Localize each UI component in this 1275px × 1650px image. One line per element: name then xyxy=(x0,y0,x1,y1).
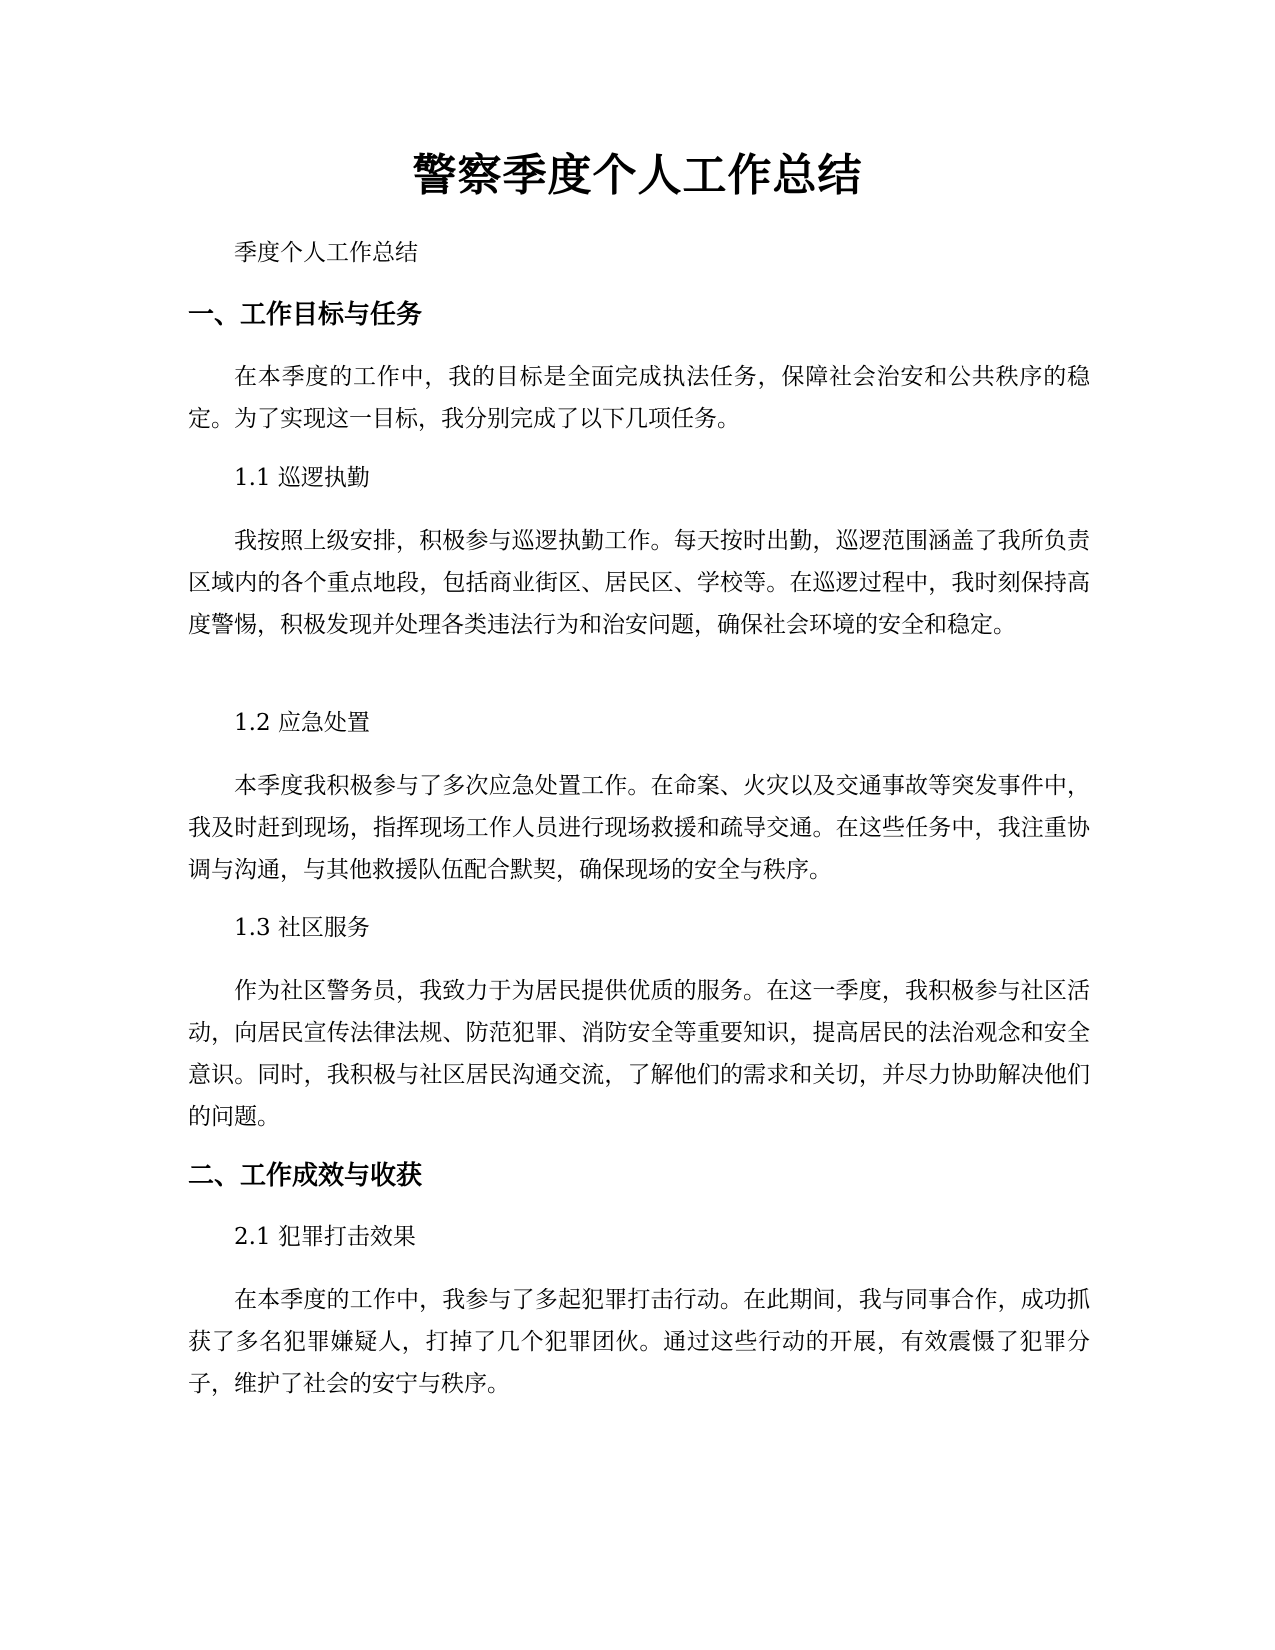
section-1-heading: 一、工作目标与任务 xyxy=(188,300,423,330)
subsection-2-1-body: 在本季度的工作中，我参与了多起犯罪打击行动。在此期间，我与同事合作，成功抓获了多名犯罪嫌疑人，打掉了几个犯罪团伙。通过这些行动的开展，有效震慑了犯罪分子，维护了社会的安宁与秩序。 xyxy=(188,1287,1090,1397)
subsection-2-1-heading: 2.1 犯罪打击效果 xyxy=(234,1224,416,1250)
subsection-1-3-heading: 1.3 社区服务 xyxy=(234,915,370,941)
document-subtitle: 季度个人工作总结 xyxy=(234,240,418,266)
subsection-1-2-body: 本季度我积极参与了多次应急处置工作。在命案、火灾以及交通事故等突发事件中，我及时赶到现场，指挥现场工作人员进行现场救援和疏导交通。在这些任务中，我注重协调与沟通，与其他救援队伍配合默契，确保现场的安全与秩序。 xyxy=(188,773,1090,883)
section-2-heading: 二、工作成效与收获 xyxy=(188,1161,423,1191)
subsection-1-1-heading: 1.1 巡逻执勤 xyxy=(234,465,370,491)
subsection-1-3-body: 作为社区警务员，我致力于为居民提供优质的服务。在这一季度，我积极参与社区活动，向居民宣传法律法规、防范犯罪、消防安全等重要知识，提高居民的法治观念和安全意识。同时，我积极与社区居民沟通交流，了解他们的需求和关切，并尽力协助解决他们的问题。 xyxy=(188,978,1090,1130)
subsection-1-1-body: 我按照上级安排，积极参与巡逻执勤工作。每天按时出勤，巡逻范围涵盖了我所负责区域内的各个重点地段，包括商业街区、居民区、学校等。在巡逻过程中，我时刻保持高度警惕，积极发现并处理各类违法行为和治安问题，确保社会环境的安全和稳定。 xyxy=(188,528,1090,638)
subsection-1-2-heading: 1.2 应急处置 xyxy=(234,710,370,736)
section-1-intro: 在本季度的工作中，我的目标是全面完成执法任务，保障社会治安和公共秩序的稳定。为了实现这一目标，我分别完成了以下几项任务。 xyxy=(188,364,1090,432)
document-title: 警察季度个人工作总结 xyxy=(412,150,863,201)
